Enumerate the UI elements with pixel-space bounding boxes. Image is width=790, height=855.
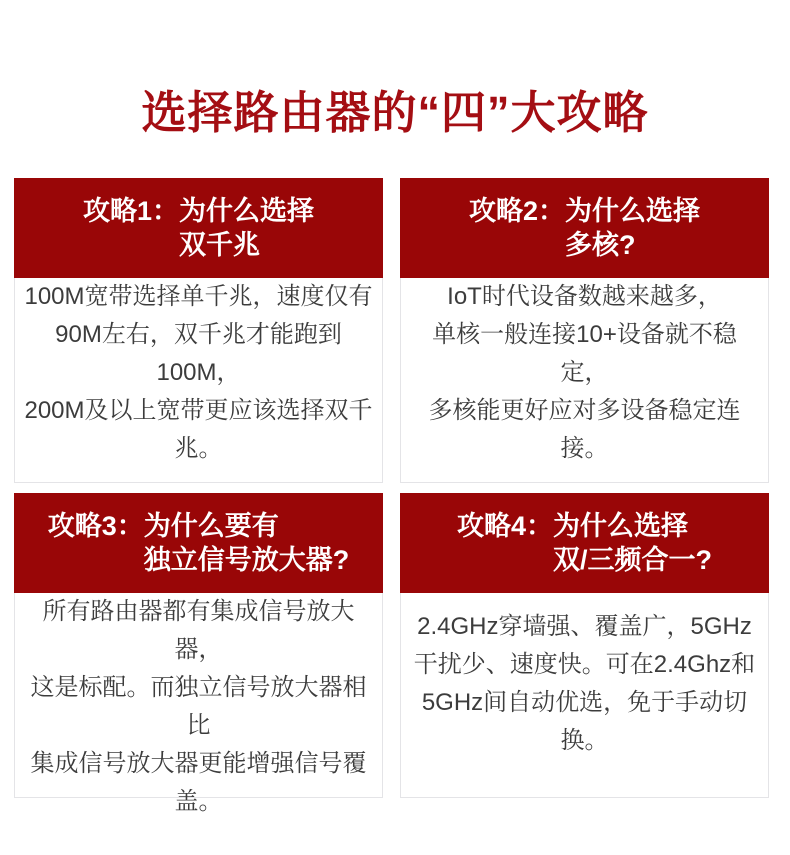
card-3-header-line-1: 为什么要有 xyxy=(143,511,279,541)
card-4-body-line-2: 干扰少、速度快。可在2.4Ghz和 xyxy=(413,651,756,678)
card-4-body-line-3: 5GHz间自动优选，免于手动切换。 xyxy=(421,689,748,754)
card-1-body-line-3: 200M及以上宽带更应该选择双千兆。 xyxy=(24,397,373,462)
card-1-header-line-1: 为什么选择 xyxy=(179,196,315,226)
card-1-body xyxy=(15,278,382,490)
card-3-body-line-3: 集成信号放大器更能增强信号覆盖。 xyxy=(30,750,367,815)
card-2-header xyxy=(400,178,769,278)
strategy-card-2 xyxy=(400,178,769,483)
card-2-strategy-number: 攻略2： xyxy=(468,196,566,226)
card-3-header xyxy=(14,493,383,593)
card-3-body-line-2: 这是标配。而独立信号放大器相比 xyxy=(30,674,367,739)
card-2-body xyxy=(401,278,768,490)
card-2-header-line-1: 为什么选择 xyxy=(565,196,701,226)
card-3-body xyxy=(15,593,382,843)
strategy-card-1 xyxy=(14,178,383,483)
card-4-header xyxy=(400,493,769,593)
card-1-body-line-1: 100M宽带选择单千兆，速度仅有 xyxy=(24,283,373,310)
card-2-body-line-1: IoT时代设备数越来越多， xyxy=(447,283,722,310)
card-1-header-text xyxy=(83,194,314,262)
card-1-header xyxy=(14,178,383,278)
card-1-header-lines xyxy=(179,194,314,262)
card-4-body-line-1: 2.4GHz穿墙强、覆盖广，5GHz xyxy=(417,613,752,640)
card-1-strategy-number: 攻略1： xyxy=(82,196,180,226)
card-2-body-line-2: 单核一般连接10+设备就不稳定， xyxy=(432,321,737,386)
card-3-strategy-number: 攻略3： xyxy=(47,511,144,541)
card-4-header-line-1: 为什么选择 xyxy=(553,511,689,541)
card-1-header-line-2: 双千兆 xyxy=(179,230,261,260)
card-2-header-text xyxy=(469,194,700,262)
card-4-header-lines xyxy=(553,509,712,577)
card-3-body-line-1: 所有路由器都有集成信号放大器， xyxy=(42,598,355,663)
card-2-body-line-3: 多核能更好应对多设备稳定连接。 xyxy=(428,397,741,462)
card-2-header-line-2: 多核? xyxy=(565,230,636,260)
card-4-strategy-number: 攻略4： xyxy=(456,511,554,541)
card-4-header-text xyxy=(457,509,712,577)
card-3-header-lines xyxy=(144,509,350,577)
card-1-body-line-2: 90M左右，双千兆才能跑到100M， xyxy=(55,321,342,386)
card-4-header-line-2: 双/三频合一? xyxy=(553,545,713,575)
card-3-header-line-2: 独立信号放大器? xyxy=(143,545,350,575)
page-title: 选择路由器的“四”大攻略 xyxy=(141,87,649,138)
strategy-card-4 xyxy=(400,493,769,798)
card-2-header-lines xyxy=(565,194,700,262)
card-3-header-text xyxy=(48,509,350,577)
card-4-body xyxy=(401,593,768,797)
strategy-card-grid xyxy=(14,178,776,815)
strategy-card-3 xyxy=(14,493,383,815)
